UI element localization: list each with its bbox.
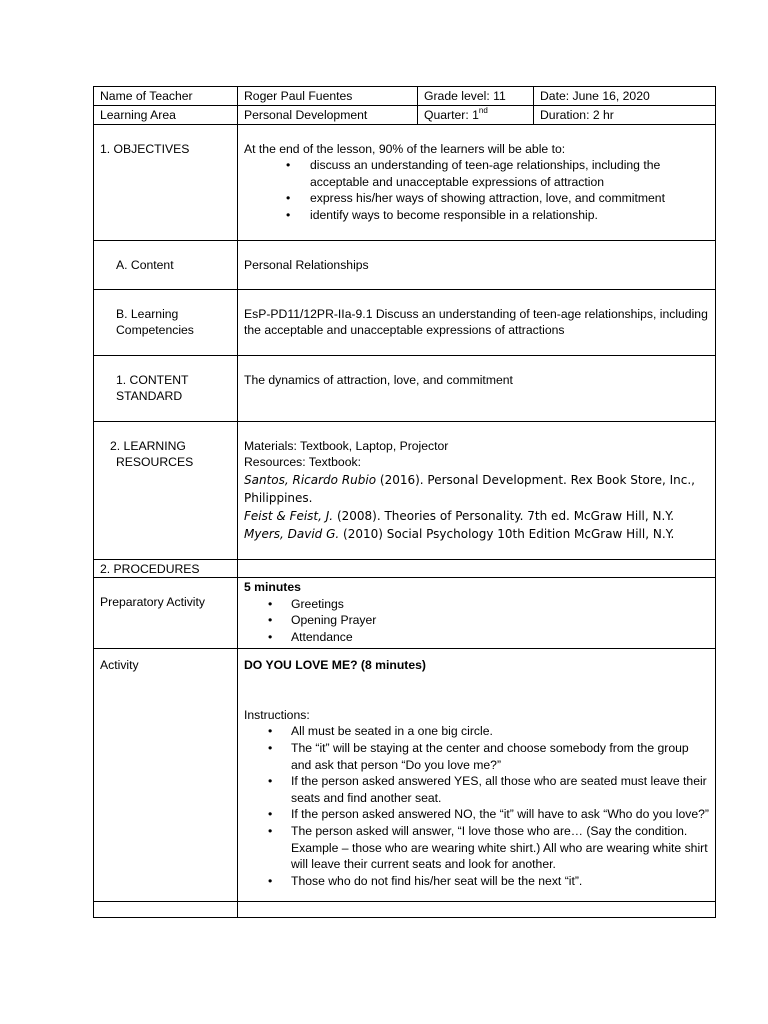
preparatory-row bbox=[94, 578, 716, 649]
quarter-text: Quarter: 1 bbox=[424, 108, 479, 122]
reference-author: Santos, Ricardo Rubio bbox=[244, 472, 377, 487]
resources-cell bbox=[238, 421, 716, 559]
content-standard-label-line1: 1. CONTENT bbox=[116, 372, 189, 387]
resources-row bbox=[94, 421, 716, 559]
quarter-suffix: nd bbox=[478, 105, 488, 115]
header-row-area bbox=[94, 106, 716, 125]
content-standard-label bbox=[94, 355, 238, 421]
competencies-text bbox=[238, 289, 716, 355]
activity-spacer bbox=[244, 674, 709, 707]
competencies-label-line1: B. Learning bbox=[116, 306, 179, 321]
empty-row bbox=[94, 902, 716, 918]
teacher-label: Name of Teacher bbox=[94, 87, 238, 106]
reference-entry bbox=[244, 471, 709, 507]
competency-code: EsP-PD11/12PR-IIa-9.1 bbox=[244, 306, 373, 321]
resources-label-line2: RESOURCES bbox=[116, 455, 194, 470]
reference-entry bbox=[244, 507, 709, 525]
preparatory-list bbox=[244, 596, 709, 646]
competencies-label bbox=[94, 289, 238, 355]
instruction-item: • All must be seated in a one big circle. bbox=[244, 723, 709, 740]
procedures-label: 2. PROCEDURES bbox=[94, 559, 238, 578]
grade-level: Grade level: 11 bbox=[418, 87, 534, 106]
instruction-item: • Those who do not find his/her seat will be the next “it”. bbox=[244, 873, 709, 890]
content-standard-value: The dynamics of attraction, love, and commitment bbox=[238, 355, 716, 421]
content-standard-label-line2: STANDARD bbox=[116, 389, 183, 404]
learning-area-label: Learning Area bbox=[94, 106, 238, 125]
resources-label bbox=[94, 421, 238, 559]
objective-item: • discuss an understanding of teen-age relationships, including the acceptable and unacceptable expressions of attraction bbox=[244, 157, 709, 190]
content-label-text: A. Content bbox=[116, 257, 174, 272]
content-row bbox=[94, 240, 716, 289]
preparatory-item: • Opening Prayer bbox=[244, 612, 709, 629]
reference-details: (2008). Theories of Personality. 7th ed. McGraw Hill, N.Y. bbox=[333, 508, 675, 523]
instruction-item: • If the person asked answered YES, all those who are seated must leave their seats and find another seat. bbox=[244, 773, 709, 806]
objectives-list bbox=[244, 157, 709, 223]
teacher-name: Roger Paul Fuentes bbox=[238, 87, 418, 106]
instructions-list bbox=[244, 723, 709, 889]
duration: Duration: 2 hr bbox=[534, 106, 716, 125]
reference-details: (2016). Personal Development. Rex Book Store, Inc., Philippines. bbox=[244, 472, 695, 505]
content-standard-row bbox=[94, 355, 716, 421]
procedures-row bbox=[94, 559, 716, 578]
objective-item: • identify ways to become responsible in a relationship. bbox=[244, 207, 709, 224]
activity-title: DO YOU LOVE ME? (8 minutes) bbox=[244, 658, 426, 673]
lesson-date: Date: June 16, 2020 bbox=[534, 87, 716, 106]
objectives-label: 1. OBJECTIVES bbox=[94, 124, 238, 240]
learning-area-value: Personal Development bbox=[238, 106, 418, 125]
activity-row bbox=[94, 649, 716, 902]
activity-cell bbox=[238, 649, 716, 902]
procedures-empty-cell bbox=[238, 559, 716, 578]
materials-text: Materials: Textbook, Laptop, Projector bbox=[244, 438, 449, 453]
instructions-label: Instructions: bbox=[244, 707, 310, 722]
preparatory-item: • Greetings bbox=[244, 596, 709, 613]
reference-author: Feist & Feist, J. bbox=[244, 508, 334, 523]
preparatory-cell bbox=[238, 578, 716, 649]
empty-cell bbox=[94, 902, 238, 918]
competency-description: Discuss an understanding of teen-age relationships, including the acceptable and unacceptable expressions of attractions bbox=[244, 306, 708, 338]
reference-entry bbox=[244, 525, 709, 543]
reference-details: (2010) Social Psychology 10th Edition McGraw Hill, N.Y. bbox=[339, 526, 675, 541]
quarter bbox=[418, 106, 534, 125]
lesson-plan-table bbox=[93, 86, 716, 918]
activity-label: Activity bbox=[94, 649, 238, 902]
objectives-intro: At the end of the lesson, 90% of the learners will be able to: bbox=[244, 141, 566, 156]
objective-item: • express his/her ways of showing attraction, love, and commitment bbox=[244, 190, 709, 207]
preparatory-item: • Attendance bbox=[244, 629, 709, 646]
preparatory-time: 5 minutes bbox=[244, 580, 301, 595]
instruction-item: • The person asked will answer, “I love those who are… (Say the condition. Example – those who are wearing white shirt.) All who are wearing white shirt will leave their current seats and look for another. bbox=[244, 823, 709, 873]
preparatory-label: Preparatory Activity bbox=[94, 578, 238, 649]
resources-heading: Resources: Textbook: bbox=[244, 455, 361, 470]
competencies-label-line2: Competencies bbox=[116, 323, 194, 338]
resources-label-line1: 2. LEARNING bbox=[110, 438, 186, 453]
objectives-cell bbox=[238, 124, 716, 240]
objectives-row bbox=[94, 124, 716, 240]
reference-author: Myers, David G. bbox=[244, 526, 340, 541]
competencies-row bbox=[94, 289, 716, 355]
content-value: Personal Relationships bbox=[238, 240, 716, 289]
instruction-item: • If the person asked answered NO, the “it” will have to ask “Who do you love?” bbox=[244, 806, 709, 823]
header-row-teacher bbox=[94, 87, 716, 106]
instruction-item: • The “it” will be staying at the center and choose somebody from the group and ask that person “Do you love me?” bbox=[244, 740, 709, 773]
content-label bbox=[94, 240, 238, 289]
empty-cell bbox=[238, 902, 716, 918]
